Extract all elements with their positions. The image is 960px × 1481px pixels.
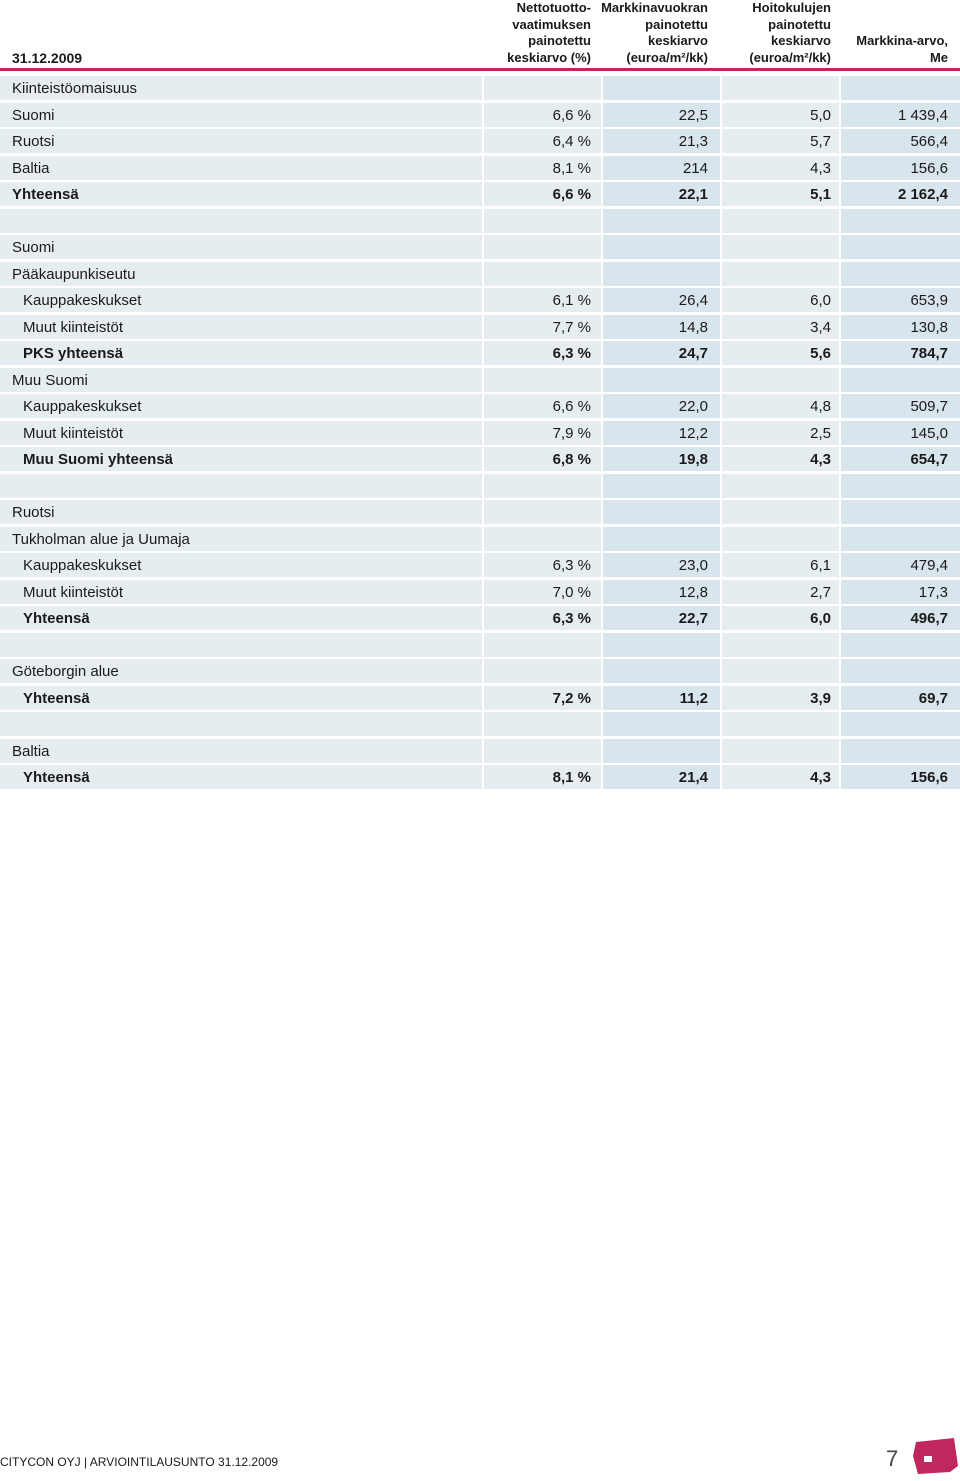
cell-market-value: 479,4 xyxy=(841,553,960,578)
header-divider xyxy=(0,68,960,71)
cell-yield: 7,2 % xyxy=(484,686,601,711)
valuation-table xyxy=(0,76,960,792)
table-row xyxy=(0,712,960,739)
cell-market-rent: 22,1 xyxy=(603,182,720,207)
cell-operating-costs xyxy=(722,659,839,684)
row-label: Baltia xyxy=(0,156,482,181)
cell-market-rent: 21,4 xyxy=(603,765,720,790)
cell-market-rent xyxy=(603,500,720,525)
cell-operating-costs xyxy=(722,209,839,234)
cell-market-rent: 22,0 xyxy=(603,394,720,419)
cell-yield: 7,9 % xyxy=(484,421,601,446)
cell-operating-costs xyxy=(722,712,839,737)
cell-market-value xyxy=(841,262,960,287)
cell-yield xyxy=(484,659,601,684)
cell-market-rent xyxy=(603,368,720,393)
cell-market-rent: 22,7 xyxy=(603,606,720,631)
cell-market-value xyxy=(841,712,960,737)
row-label: Muut kiinteistöt xyxy=(0,421,482,446)
cell-yield xyxy=(484,527,601,552)
cell-yield xyxy=(484,368,601,393)
table-row xyxy=(0,368,960,395)
cell-market-value xyxy=(841,235,960,260)
cell-market-value xyxy=(841,739,960,764)
cell-market-rent xyxy=(603,633,720,658)
table-row xyxy=(0,500,960,527)
cell-operating-costs: 4,3 xyxy=(722,765,839,790)
footer-text: CITYCON OYJ | ARVIOINTILAUSUNTO 31.12.2009 xyxy=(0,1455,279,1469)
row-label xyxy=(0,633,482,658)
cell-operating-costs: 3,9 xyxy=(722,686,839,711)
table-row xyxy=(0,474,960,501)
page-number: 7 xyxy=(886,1446,899,1471)
cell-market-value: 784,7 xyxy=(841,341,960,366)
cell-operating-costs: 5,6 xyxy=(722,341,839,366)
cell-market-value: 1 439,4 xyxy=(841,103,960,128)
table-row xyxy=(0,394,960,421)
cell-market-rent xyxy=(603,474,720,499)
row-label xyxy=(0,209,482,234)
table-row xyxy=(0,739,960,766)
cell-yield: 6,8 % xyxy=(484,447,601,472)
cell-market-rent: 12,8 xyxy=(603,580,720,605)
cell-yield: 6,1 % xyxy=(484,288,601,313)
citycon-logo-icon xyxy=(910,1436,960,1476)
header-operating-costs: Hoitokulujen painotettu keskiarvo (euroa/m²/kk) xyxy=(749,0,831,65)
cell-market-value xyxy=(841,659,960,684)
cell-market-value: 69,7 xyxy=(841,686,960,711)
cell-market-rent: 19,8 xyxy=(603,447,720,472)
cell-market-rent: 12,2 xyxy=(603,421,720,446)
cell-yield: 6,6 % xyxy=(484,182,601,207)
row-label: Yhteensä xyxy=(0,182,482,207)
row-label: PKS yhteensä xyxy=(0,341,482,366)
table-row xyxy=(0,235,960,262)
cell-operating-costs: 2,5 xyxy=(722,421,839,446)
cell-operating-costs xyxy=(722,474,839,499)
cell-market-value: 2 162,4 xyxy=(841,182,960,207)
cell-yield: 7,0 % xyxy=(484,580,601,605)
cell-yield xyxy=(484,209,601,234)
cell-operating-costs: 3,4 xyxy=(722,315,839,340)
cell-yield: 6,3 % xyxy=(484,553,601,578)
cell-operating-costs: 4,3 xyxy=(722,156,839,181)
cell-market-rent: 23,0 xyxy=(603,553,720,578)
cell-yield xyxy=(484,235,601,260)
table-header xyxy=(0,0,960,70)
cell-yield: 6,4 % xyxy=(484,129,601,154)
cell-operating-costs: 6,1 xyxy=(722,553,839,578)
cell-market-value xyxy=(841,500,960,525)
cell-market-rent xyxy=(603,712,720,737)
cell-yield: 6,3 % xyxy=(484,606,601,631)
header-market-rent: Markkinavuokran painotettu keskiarvo (euroa/m²/kk) xyxy=(601,0,708,65)
cell-operating-costs: 4,3 xyxy=(722,447,839,472)
table-row xyxy=(0,659,960,686)
cell-market-rent xyxy=(603,209,720,234)
row-label: Kauppakeskukset xyxy=(0,553,482,578)
cell-market-value xyxy=(841,633,960,658)
cell-yield: 8,1 % xyxy=(484,765,601,790)
cell-market-rent xyxy=(603,235,720,260)
cell-market-value: 509,7 xyxy=(841,394,960,419)
row-label: Suomi xyxy=(0,235,482,260)
cell-operating-costs: 5,7 xyxy=(722,129,839,154)
cell-market-value xyxy=(841,368,960,393)
table-row xyxy=(0,103,960,130)
row-label: Kauppakeskukset xyxy=(0,394,482,419)
row-label: Suomi xyxy=(0,103,482,128)
header-market-value: Markkina-arvo, Me xyxy=(856,33,948,65)
table-row xyxy=(0,527,960,554)
header-yield: Nettotuotto- vaatimuksen painotettu keskiarvo (%) xyxy=(507,0,591,65)
cell-market-value xyxy=(841,209,960,234)
row-label: Kiinteistöomaisuus xyxy=(0,76,482,101)
table-row xyxy=(0,447,960,474)
cell-operating-costs: 6,0 xyxy=(722,606,839,631)
table-row xyxy=(0,421,960,448)
cell-operating-costs xyxy=(722,739,839,764)
cell-operating-costs: 2,7 xyxy=(722,580,839,605)
cell-market-value: 496,7 xyxy=(841,606,960,631)
row-label: Muut kiinteistöt xyxy=(0,315,482,340)
cell-market-rent: 214 xyxy=(603,156,720,181)
cell-market-rent: 11,2 xyxy=(603,686,720,711)
cell-yield xyxy=(484,500,601,525)
cell-market-value: 145,0 xyxy=(841,421,960,446)
row-label: Yhteensä xyxy=(0,606,482,631)
cell-yield: 6,6 % xyxy=(484,394,601,419)
cell-market-rent: 26,4 xyxy=(603,288,720,313)
cell-market-rent xyxy=(603,76,720,101)
table-row xyxy=(0,686,960,713)
table-row xyxy=(0,341,960,368)
row-label: Göteborgin alue xyxy=(0,659,482,684)
cell-operating-costs xyxy=(722,76,839,101)
cell-yield xyxy=(484,633,601,658)
cell-market-rent: 22,5 xyxy=(603,103,720,128)
table-row xyxy=(0,553,960,580)
table-row xyxy=(0,209,960,236)
cell-operating-costs xyxy=(722,368,839,393)
table-row xyxy=(0,606,960,633)
table-row xyxy=(0,315,960,342)
table-row xyxy=(0,580,960,607)
cell-market-rent xyxy=(603,659,720,684)
cell-yield xyxy=(484,474,601,499)
row-label: Tukholman alue ja Uumaja xyxy=(0,527,482,552)
cell-market-value xyxy=(841,76,960,101)
cell-market-rent: 24,7 xyxy=(603,341,720,366)
row-label: Baltia xyxy=(0,739,482,764)
cell-market-value: 653,9 xyxy=(841,288,960,313)
cell-operating-costs: 6,0 xyxy=(722,288,839,313)
cell-market-rent: 21,3 xyxy=(603,129,720,154)
row-label: Muu Suomi yhteensä xyxy=(0,447,482,472)
table-row xyxy=(0,156,960,183)
table-row xyxy=(0,633,960,660)
cell-yield: 6,6 % xyxy=(484,103,601,128)
cell-market-rent xyxy=(603,527,720,552)
cell-market-rent xyxy=(603,262,720,287)
row-label: Ruotsi xyxy=(0,129,482,154)
cell-market-rent: 14,8 xyxy=(603,315,720,340)
table-row xyxy=(0,765,960,792)
table-row xyxy=(0,288,960,315)
cell-market-value xyxy=(841,474,960,499)
cell-yield: 6,3 % xyxy=(484,341,601,366)
cell-market-rent xyxy=(603,739,720,764)
cell-operating-costs: 4,8 xyxy=(722,394,839,419)
cell-market-value xyxy=(841,527,960,552)
row-label: Yhteensä xyxy=(0,765,482,790)
cell-market-value: 17,3 xyxy=(841,580,960,605)
cell-operating-costs xyxy=(722,527,839,552)
table-row xyxy=(0,182,960,209)
table-row xyxy=(0,262,960,289)
cell-market-value: 566,4 xyxy=(841,129,960,154)
cell-operating-costs xyxy=(722,262,839,287)
cell-operating-costs xyxy=(722,235,839,260)
table-row xyxy=(0,129,960,156)
cell-yield: 7,7 % xyxy=(484,315,601,340)
table-row xyxy=(0,76,960,103)
row-label xyxy=(0,712,482,737)
cell-market-value: 156,6 xyxy=(841,156,960,181)
row-label: Pääkaupunkiseutu xyxy=(0,262,482,287)
cell-operating-costs: 5,0 xyxy=(722,103,839,128)
cell-yield xyxy=(484,262,601,287)
cell-yield: 8,1 % xyxy=(484,156,601,181)
cell-yield xyxy=(484,739,601,764)
row-label: Muu Suomi xyxy=(0,368,482,393)
cell-operating-costs xyxy=(722,500,839,525)
cell-yield xyxy=(484,76,601,101)
cell-market-value: 130,8 xyxy=(841,315,960,340)
cell-market-value: 654,7 xyxy=(841,447,960,472)
row-label: Kauppakeskukset xyxy=(0,288,482,313)
cell-operating-costs: 5,1 xyxy=(722,182,839,207)
cell-operating-costs xyxy=(722,633,839,658)
cell-market-value: 156,6 xyxy=(841,765,960,790)
row-label: Muut kiinteistöt xyxy=(0,580,482,605)
cell-yield xyxy=(484,712,601,737)
report-date: 31.12.2009 xyxy=(12,50,83,66)
row-label: Yhteensä xyxy=(0,686,482,711)
row-label xyxy=(0,474,482,499)
row-label: Ruotsi xyxy=(0,500,482,525)
